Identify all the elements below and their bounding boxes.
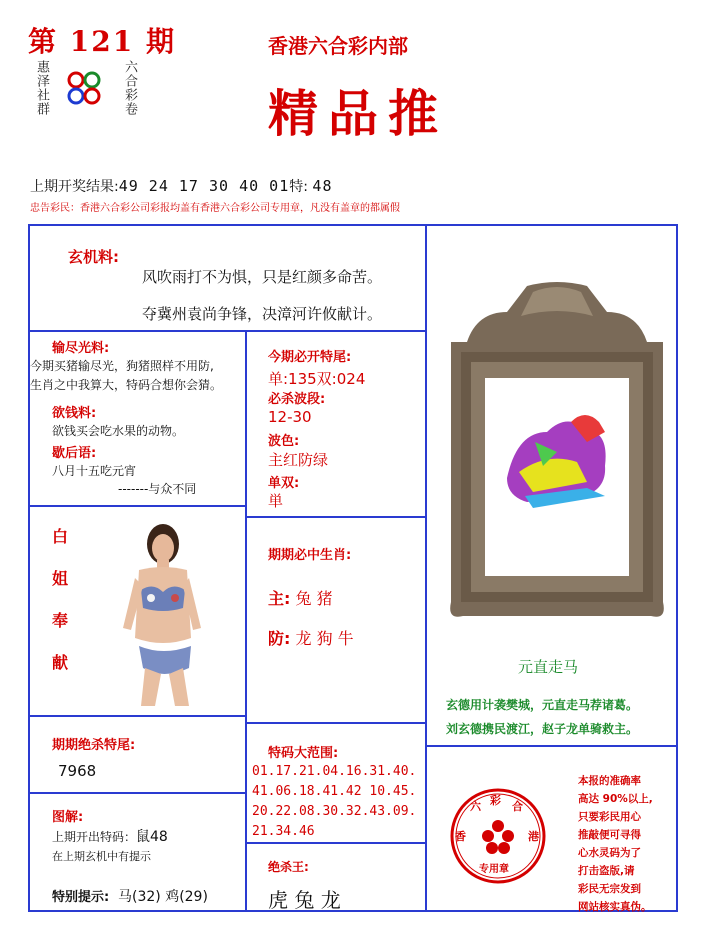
seal-char-2: 彩 bbox=[490, 794, 501, 807]
shuchan-label: 输尽光料: bbox=[52, 341, 110, 356]
dafanwei-label: 特码大范围: bbox=[268, 746, 339, 761]
shuchan-line1: 今期买猪输尽光，狗猪照样不用防, bbox=[30, 359, 214, 373]
bosha-label: 必杀波段: bbox=[268, 392, 326, 407]
xuanji-line1: 风吹雨打不为惧，只是红颜多命苦。 bbox=[142, 268, 383, 286]
poem-line1: 玄德用计袭樊城，元直走马荐诸葛。 bbox=[446, 698, 639, 712]
notice-line-4: 推敲便可寻得 bbox=[578, 829, 641, 841]
divider-left-1 bbox=[28, 505, 246, 507]
divider-mid-column bbox=[245, 330, 247, 910]
baijie-char-4: 献 bbox=[52, 653, 69, 672]
warning-text: 忠告彩民：香港六合彩公司彩报均盖有香港六合彩公司专用章，凡没有盖章的都属假 bbox=[30, 203, 400, 214]
notice-line-1: 本报的准确率 bbox=[578, 775, 641, 787]
framed-picture bbox=[437, 282, 677, 620]
tujie-line1-label: 上期开出特码： bbox=[52, 830, 137, 844]
notice-text bbox=[578, 772, 653, 916]
result-special: 48 bbox=[312, 177, 333, 195]
seal-char-1: 六 bbox=[470, 800, 481, 813]
shengxiao-fang-label: 防: bbox=[268, 629, 291, 648]
model-photo bbox=[105, 518, 215, 706]
divider-left-3 bbox=[28, 792, 246, 794]
shuchan-line2: 生肖之中我算大，特码合想你会猜。 bbox=[30, 378, 223, 392]
divider-mid-2 bbox=[246, 722, 426, 724]
jueshawang-label: 绝杀王: bbox=[268, 860, 309, 874]
divider-xuanji bbox=[28, 330, 426, 332]
tebie-label: 特别提示: bbox=[52, 890, 110, 905]
shengxiao-fang bbox=[268, 626, 354, 649]
dafanwei-row-1: 01.17.21.04.16.31.40. bbox=[252, 764, 417, 779]
club-name-right: 六合彩卷 bbox=[122, 60, 137, 116]
bose-value: 主红防绿 bbox=[268, 451, 329, 469]
title-main: 精品推 bbox=[268, 84, 448, 143]
tewei-label: 今期必开特尾: bbox=[268, 350, 352, 365]
xuanji-label: 玄机料: bbox=[68, 248, 119, 266]
tujie-line1 bbox=[52, 826, 168, 846]
jueshate-label: 期期绝杀特尾: bbox=[52, 738, 136, 753]
seal-char-6: 专用章 bbox=[479, 864, 509, 875]
dafanwei-row-4: 21.34.46 bbox=[252, 824, 315, 839]
baijie-char-2: 姐 bbox=[52, 569, 69, 588]
yuqian-label: 欲钱料: bbox=[52, 406, 97, 421]
xuanji-line2: 夺冀州袁尚争锋，决漳河许攸献计。 bbox=[142, 305, 383, 323]
bosha-value: 12-30 bbox=[268, 408, 312, 426]
club-name-left: 惠泽社群 bbox=[34, 60, 49, 116]
notice-line-6: 打击盗版,请 bbox=[578, 865, 635, 877]
frame-left bbox=[28, 224, 30, 912]
notice-line-8: 网站核实真伪。 bbox=[578, 901, 652, 913]
dafanwei-row-2: 41.06.18.41.42 10.45. bbox=[252, 784, 417, 799]
xiehouyu-line2: -------与众不同 bbox=[118, 482, 197, 496]
jueshawang-value: 虎 兔 龙 bbox=[268, 888, 341, 912]
shengxiao-main bbox=[268, 586, 333, 609]
poem-line2: 刘玄德携民渡江，赵子龙单骑救主。 bbox=[446, 722, 639, 736]
last-result bbox=[30, 176, 332, 196]
dafanwei-row-3: 20.22.08.30.32.43.09. bbox=[252, 804, 417, 819]
notice-line-7: 彩民无宗发到 bbox=[578, 883, 641, 895]
danshuang-label: 单双: bbox=[268, 476, 300, 491]
logo-icon bbox=[66, 70, 102, 106]
divider-right-column bbox=[425, 224, 427, 912]
result-label: 上期开奖结果: bbox=[30, 179, 119, 195]
danshuang-value: 単 bbox=[268, 492, 284, 510]
yuqian-line1: 欲钱买会吃水果的动物。 bbox=[52, 424, 185, 438]
shengxiao-main-value: 兔 猪 bbox=[295, 589, 333, 608]
issue-number: 第 121 期 bbox=[28, 25, 176, 58]
frame-top bbox=[28, 224, 678, 226]
bose-label: 波色: bbox=[268, 434, 300, 449]
notice-line-2: 高达 90%以上, bbox=[578, 793, 653, 805]
tujie-line2: 在上期玄机中有提示 bbox=[52, 850, 151, 863]
divider-right-1 bbox=[426, 745, 678, 747]
seal-char-5: 港 bbox=[528, 830, 539, 843]
shengxiao-main-label: 主: bbox=[268, 589, 291, 608]
jueshate-value: 7968 bbox=[58, 762, 97, 780]
tujie-line1-value: 鼠48 bbox=[136, 829, 168, 845]
xiehouyu-line1: 八月十五吃元宵 bbox=[52, 464, 137, 478]
seal-char-4: 香 bbox=[455, 830, 466, 843]
result-numbers: 49 24 17 30 40 01 bbox=[118, 177, 290, 195]
divider-left-2 bbox=[28, 715, 246, 717]
picture-caption: 元直走马 bbox=[518, 658, 579, 676]
tewei-value: 单:135双:024 bbox=[268, 370, 366, 388]
baijie-char-3: 奉 bbox=[52, 611, 69, 630]
divider-mid-3 bbox=[246, 842, 426, 844]
shengxiao-fang-value: 龙 狗 牛 bbox=[295, 629, 354, 648]
notice-line-3: 只要彩民用心 bbox=[578, 811, 641, 823]
xiehouyu-label: 歇后语: bbox=[52, 446, 97, 461]
baijie-char-1: 白 bbox=[52, 527, 69, 546]
notice-line-5: 心水灵码为了 bbox=[578, 847, 641, 859]
divider-mid-1 bbox=[246, 516, 426, 518]
tebie-value: 马(32) 鸡(29) bbox=[118, 889, 208, 905]
title-top: 香港六合彩内部 bbox=[268, 34, 408, 58]
result-special-label: 特: bbox=[289, 179, 308, 195]
tujie-label: 图解: bbox=[52, 810, 84, 825]
shengxiao-label: 期期必中生肖: bbox=[268, 548, 352, 563]
seal-char-3: 合 bbox=[512, 800, 523, 813]
